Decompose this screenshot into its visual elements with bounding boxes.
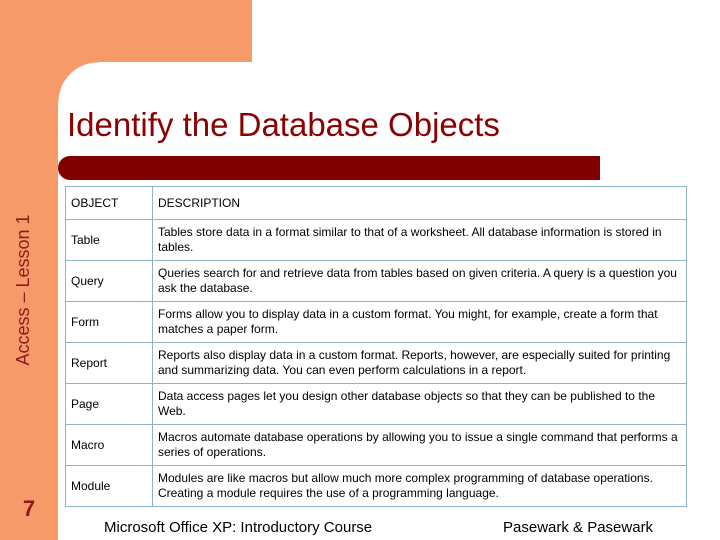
table-row: [66, 302, 687, 343]
table-row: [66, 425, 687, 466]
table-header-row: [66, 187, 687, 220]
table-row: [66, 220, 687, 261]
description-cell: Queries search for and retrieve data from tables based on given criteria. A query is a question you ask the database.: [153, 261, 687, 302]
description-cell: Modules are like macros but allow much more complex programming of database operations. Creating a module requires the use of a programming language.: [153, 466, 687, 507]
description-cell: Reports also display data in a custom format. Reports, however, are especially suited for printing and summarizing data. You can even perform calculations in a report.: [153, 343, 687, 384]
object-cell: Macro: [66, 425, 153, 466]
footer-course-title: Microsoft Office XP: Introductory Course: [104, 519, 373, 536]
table-row: [66, 384, 687, 425]
object-cell: Form: [66, 302, 153, 343]
slide-title: Identify the Database Objects: [67, 106, 500, 143]
object-cell: Table: [66, 220, 153, 261]
description-cell: Data access pages let you design other database objects so that they can be published to the Web.: [153, 384, 687, 425]
object-cell: Page: [66, 384, 153, 425]
object-cell: Module: [66, 466, 153, 507]
table-row: [66, 261, 687, 302]
corner-decoration: [58, 62, 98, 102]
table-row: [66, 466, 687, 507]
object-cell: Report: [66, 343, 153, 384]
header-object: OBJECT: [66, 187, 153, 220]
description-cell: Tables store data in a format similar to that of a worksheet. All database information is stored in tables.: [153, 220, 687, 261]
description-cell: Forms allow you to display data in a custom format. You might, for example, create a form that matches a paper form.: [153, 302, 687, 343]
object-cell: Query: [66, 261, 153, 302]
header-decoration-block: [0, 0, 252, 62]
table-row: [66, 343, 687, 384]
description-cell: Macros automate database operations by allowing you to issue a single command that performs a series of operations.: [153, 425, 687, 466]
database-objects-table: [65, 186, 687, 507]
slide-number: 7: [22, 496, 36, 521]
footer-authors: Pasewark & Pasewark: [503, 519, 654, 536]
header-description: DESCRIPTION: [153, 187, 687, 220]
lesson-side-label: Access – Lesson 1: [13, 214, 33, 366]
title-underline-bar: [58, 156, 600, 180]
